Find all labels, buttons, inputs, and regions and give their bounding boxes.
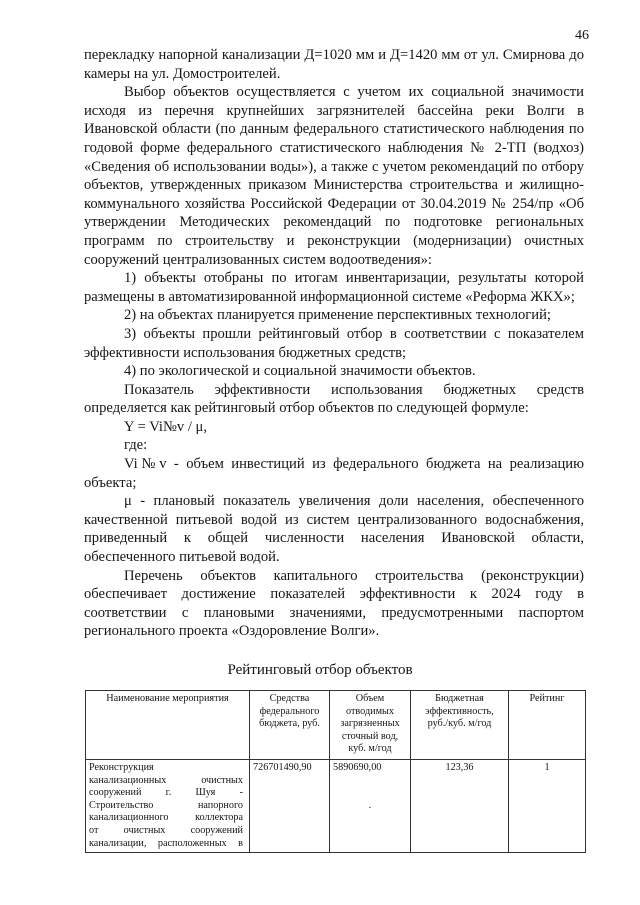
header-efficiency: Бюджетная эффективность, руб./куб. м/год <box>411 691 509 760</box>
table-header-row <box>86 691 586 760</box>
paragraph: перекладку напорной канализации Д=1020 мм и Д=1420 мм от ул. Смирнова до камеры на ул. Домостроителей. <box>84 47 584 82</box>
cell-name-line: Реконструкция <box>89 762 154 773</box>
paragraph: Перечень объектов капитального строительства (реконструкции) обеспечивает достижение показателей эффективности к 2024 году в соответствии с плановыми значениями, предусмотренными паспортом регионального проекта «Оздоровление Волги». <box>84 567 584 640</box>
cell-efficiency: 123,36 <box>411 760 509 853</box>
formula: Y = Vi№v / μ, <box>124 418 208 435</box>
formula-definition: μ - плановый показатель увеличения доли населения, обеспеченного качественной питьевой водой из систем централизованного водоснабжения, приведенный к общей численности населения Ивановской области, обеспеченного питьевой водой. <box>84 493 584 566</box>
table-row <box>86 760 586 853</box>
cell-rating: 1 <box>509 760 586 853</box>
table-title: Рейтинговый отбор объектов <box>227 662 413 678</box>
header-funds: Средства федерального бюджета, руб. <box>250 691 330 760</box>
formula-where: где: <box>124 437 148 454</box>
cell-volume <box>330 760 411 853</box>
speck-mark: · <box>368 802 372 814</box>
cell-name-line: Строительство напорного <box>89 799 243 811</box>
cell-name-line: канализационных очистных <box>89 774 243 786</box>
cell-name-line: от очистных сооружений <box>89 824 243 836</box>
list-item: 2) на объектах планируется применение перспективных технологий; <box>124 307 551 324</box>
rating-table <box>85 690 586 853</box>
body-text <box>84 46 584 641</box>
cell-name-line: канализационного коллектора <box>89 812 243 824</box>
list-item: 4) по экологической и социальной значимости объектов. <box>124 363 476 380</box>
header-volume: Объем отводимых загрязненных сточный вод, куб. м/год <box>330 691 411 760</box>
cell-name <box>86 760 250 853</box>
cell-name-line: канализации, расположенных в <box>89 837 243 849</box>
cell-funds: 726701490,90 <box>250 760 330 853</box>
cell-volume-value: 5890690,00 <box>333 762 382 773</box>
cell-name-line: сооружений г. Шуя - <box>89 787 243 799</box>
paragraph: Выбор объектов осуществляется с учетом их социальной значимости исходя из перечня крупнейших загрязнителей бассейна реки Волги в Ивановской области (по данным федерального статистического наблюдения по годовой форме федерального статистического наблюдения № 2-ТП (водхоз) «Сведения об использовании воды»), а также с учетом рекомендаций по отбору объектов, утвержденных приказом Министерства строительства и жилищно-коммунального хозяйства Российской Федерации от 30.04.2019 № 254/пр «Об утверждении Методических рекомендаций по подготовке региональных программ по строительству и реконструкции (модернизации) очистных сооружений централизованных систем водоотведения»: <box>84 84 584 268</box>
list-item: 3) объекты прошли рейтинговый отбор в соответствии с показателем эффективности использования бюджетных средств; <box>84 325 584 361</box>
paragraph: Показатель эффективности использования бюджетных средств определяется как рейтинговый отбор объектов по следующей формуле: <box>84 381 584 417</box>
formula-definition: Vi№v - объем инвестиций из федерального бюджета на реализацию объекта; <box>84 456 584 491</box>
list-item: 1) объекты отобраны по итогам инвентаризации, результаты которой размещены в автоматизированной информационной системе «Реформа ЖКХ»; <box>84 270 584 305</box>
header-name: Наименование мероприятия <box>86 691 250 760</box>
page-number: 46 <box>575 28 589 43</box>
header-rating: Рейтинг <box>509 691 586 760</box>
